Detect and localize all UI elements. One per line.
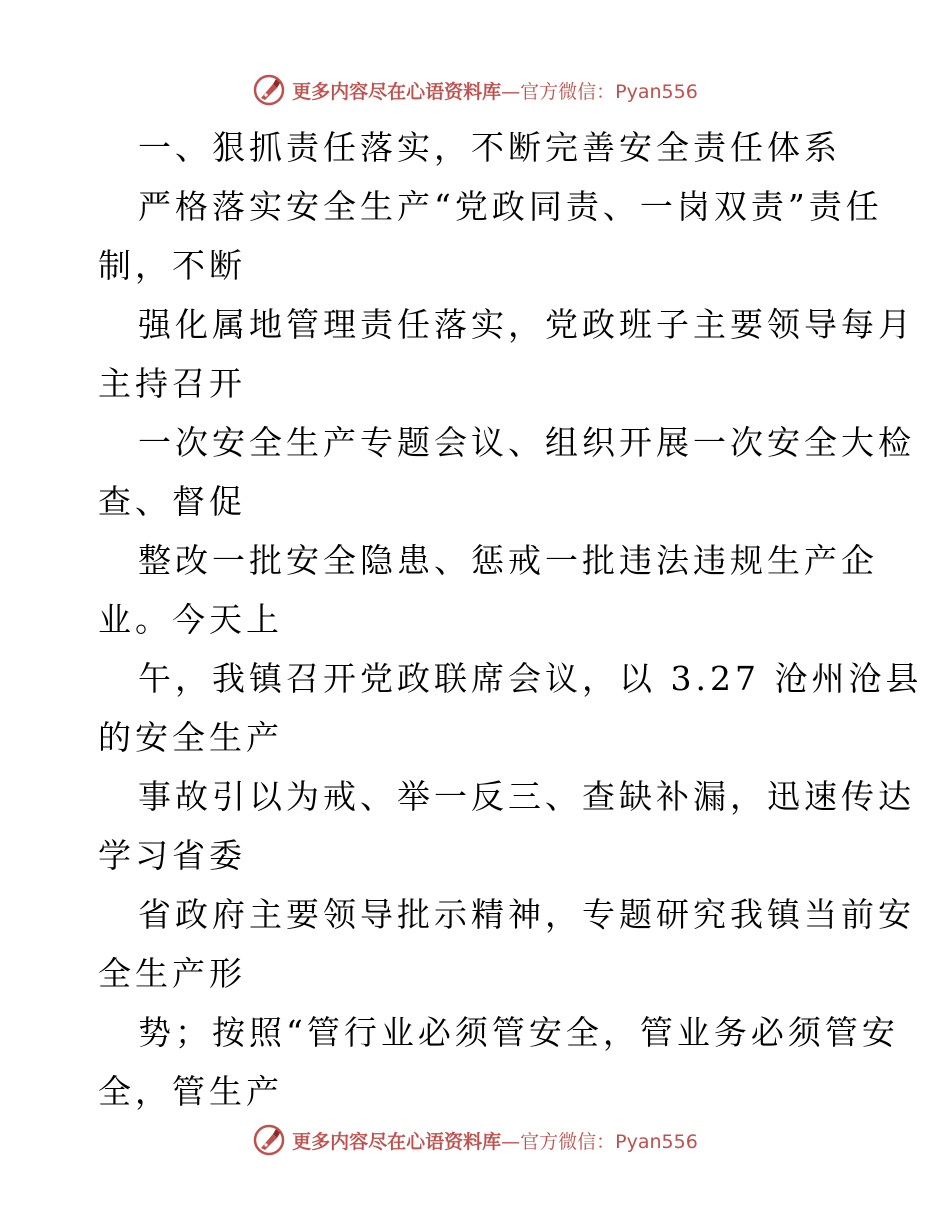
- text-line: 省政府主要领导批示精神，专题研究我镇当前安: [138, 895, 915, 934]
- text-line: 强化属地管理责任落实，党政班子主要领导每月: [138, 305, 915, 344]
- watermark-text: [292, 1127, 698, 1154]
- watermark-main: 更多内容尽在心语资料库: [292, 1130, 502, 1153]
- watermark-text: [292, 77, 698, 104]
- document-body: [98, 118, 923, 1121]
- watermark-main: 更多内容尽在心语资料库: [292, 80, 502, 103]
- pen-nib-logo-icon: [252, 73, 286, 107]
- text-line: 主持召开: [98, 364, 246, 403]
- text-line: 事故引以为戒、举一反三、查缺补漏，迅速传达: [138, 777, 915, 816]
- pen-nib-logo-icon: [252, 1123, 286, 1157]
- text-line: 学习省委: [98, 836, 246, 875]
- header-watermark: [0, 70, 950, 110]
- text-line: 午，我镇召开党政联席会议，以 3.27 沧州沧县: [138, 659, 923, 698]
- watermark-tail: —官方微信：Pyan556: [501, 80, 698, 103]
- text-line: 整改一批安全隐患、惩戒一批违法违规生产企: [138, 541, 878, 580]
- text-line: 全，管生产: [98, 1072, 283, 1111]
- text-line: 的安全生产: [98, 718, 283, 757]
- text-line: 业。今天上: [98, 600, 283, 639]
- text-line: 势；按照“管行业必须管安全，管业务必须管安: [138, 1013, 899, 1052]
- text-line: 一、狠抓责任落实，不断完善安全责任体系: [138, 128, 841, 167]
- text-line: 制，不断: [98, 246, 246, 285]
- text-line: 查、督促: [98, 482, 246, 521]
- text-line: 一次安全生产专题会议、组织开展一次安全大检: [138, 423, 915, 462]
- watermark-tail: —官方微信：Pyan556: [501, 1130, 698, 1153]
- text-line: 全生产形: [98, 954, 246, 993]
- text-line: 严格落实安全生产“党政同责、一岗双责”责任: [138, 187, 883, 226]
- footer-watermark: [0, 1120, 950, 1160]
